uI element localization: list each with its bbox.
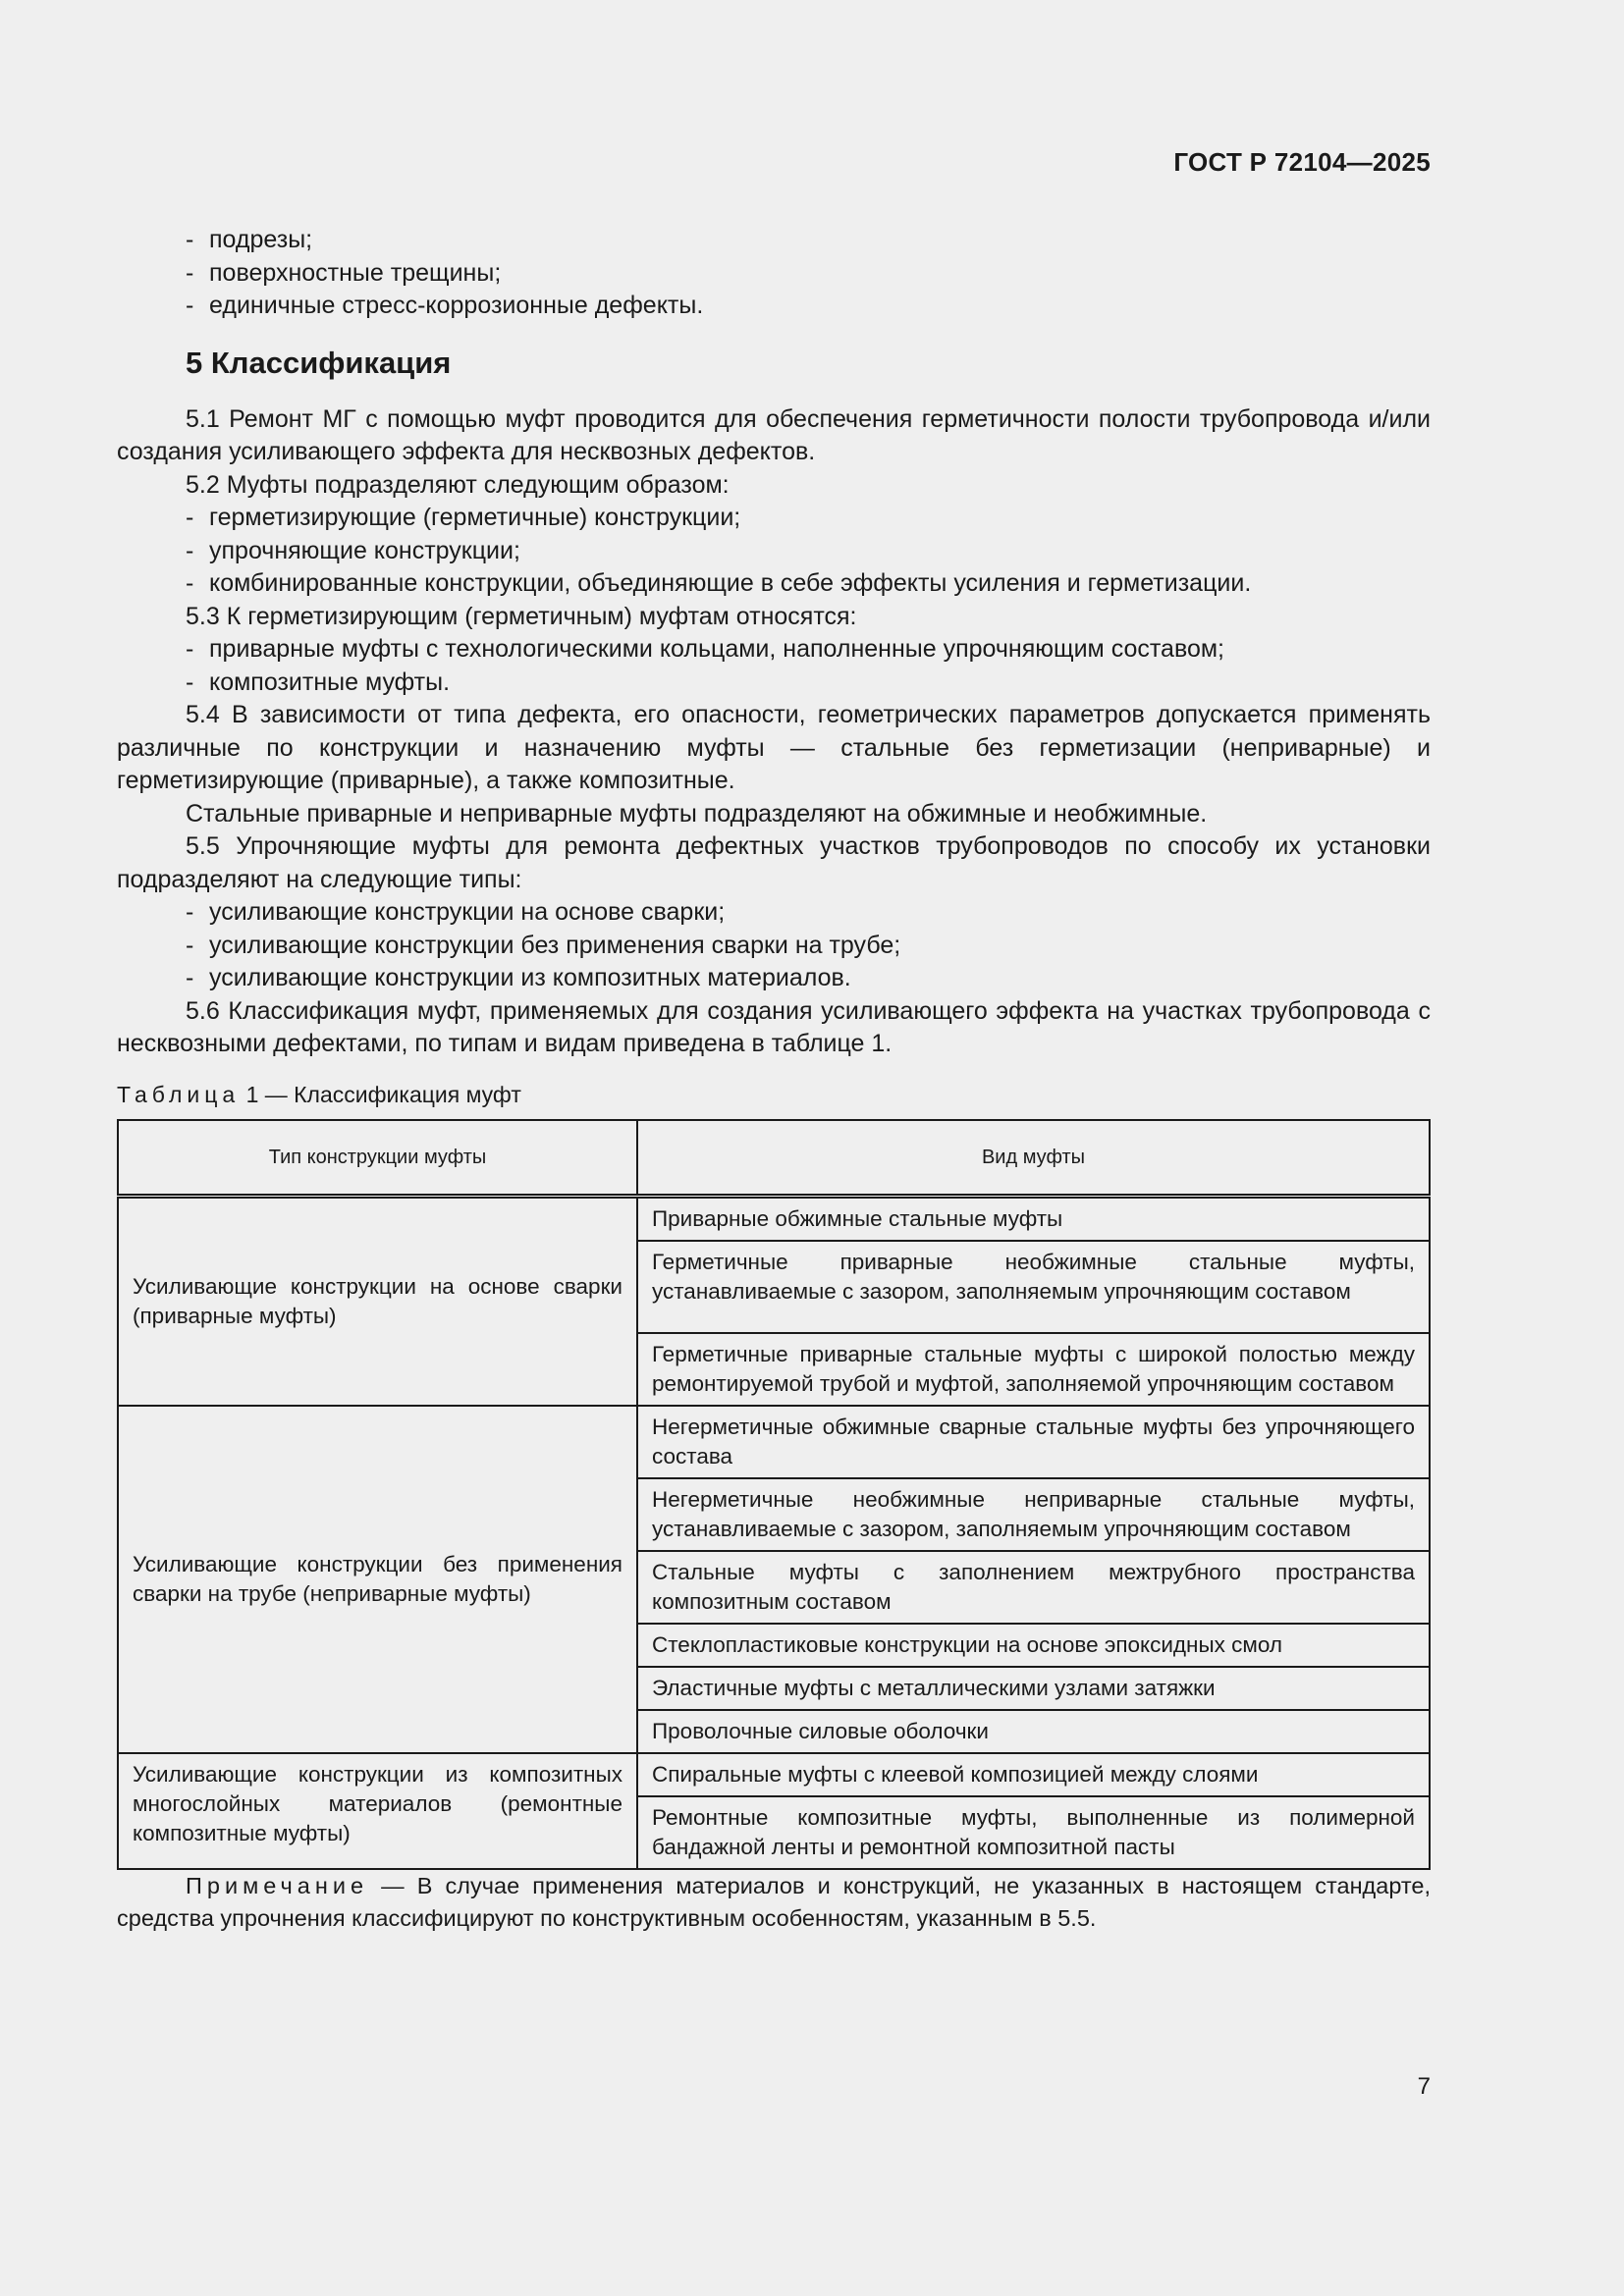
list-item: - комбинированные конструкции, объединяющие в себе эффекты усиления и герметизации. [117,567,1431,601]
table-cell-kind: Эластичные муфты с металлическими узлами затяжки [637,1667,1430,1710]
table-cell-kind: Проволочные силовые оболочки [637,1710,1430,1753]
column-header-kind: Вид муфты [637,1120,1430,1197]
table-cell-type: Усиливающие конструкции на основе сварки (приварные муфты) [118,1197,637,1407]
table-cell-kind: Приварные обжимные стальные муфты [637,1197,1430,1242]
table-cell-kind: Стальные муфты с заполнением межтрубного пространства композитным составом [637,1551,1430,1624]
list-item: - герметизирующие (герметичные) конструкции; [117,502,1431,535]
table-caption: Таблица 1 — Классификация муфт [117,1081,521,1107]
table-row [118,1753,1430,1796]
paragraph-5-3: 5.3 К герметизирующим (герметичным) муфтам относятся: [186,602,857,630]
standard-number: ГОСТ Р 72104—2025 [1173,147,1431,177]
list-item: - приварные муфты с технологическими кольцами, наполненные упрочняющим составом; [117,633,1431,667]
column-header-type: Тип конструкции муфты [118,1120,637,1197]
table-header-row [118,1120,1430,1197]
list-item: - усиливающие конструкции из композитных материалов. [117,962,1431,995]
table-cell-kind: Негерметичные необжимные неприварные стальные муфты, устанавливаемые с зазором, заполняемым упрочняющим составом [637,1478,1430,1551]
list-item: - усиливающие конструкции без применения сварки на трубе; [117,930,1431,963]
document-body [117,224,1431,1935]
list-item: - подрезы; [117,224,1431,257]
list-item: - усиливающие конструкции на основе сварки; [117,896,1431,930]
table-cell-kind: Спиральные муфты с клеевой композицией между слоями [637,1753,1430,1796]
classification-table [117,1119,1431,1870]
table-cell-kind: Стеклопластиковые конструкции на основе эпоксидных смол [637,1624,1430,1667]
section-title: 5 Классификация [186,345,452,380]
list-item: - упрочняющие конструкции; [117,535,1431,568]
table-cell-kind: Негерметичные обжимные сварные стальные муфты без упрочняющего состава [637,1406,1430,1478]
list-item: - композитные муфты. [117,667,1431,700]
table-note: Примечание — В случае применения материалов и конструкций, не указанных в настоящем стандарте, средства упрочнения классифицируют по конструктивным особенностям, указанным в 5.5. [117,1873,1431,1931]
list-item: - поверхностные трещины; [117,257,1431,291]
page-number: 7 [1417,2073,1431,2100]
paragraph-5-4b: Стальные приварные и неприварные муфты подразделяют на обжимные и необжимные. [186,799,1208,828]
paragraph-5-6: 5.6 Классификация муфт, применяемых для создания усиливающего эффекта на участках трубопровода с несквозными дефектами, по типам и видам приведена в таблице 1. [117,996,1431,1057]
paragraph-5-5: 5.5 Упрочняющие муфты для ремонта дефектных участков трубопроводов по способу их установки подразделяют на следующие типы: [117,832,1431,893]
table-row [118,1406,1430,1478]
paragraph-5-4: 5.4 В зависимости от типа дефекта, его опасности, геометрических параметров допускается применять различные по конструкции и назначению муфты — стальные без герметизации (неприварные) и герметизирующие (приварные), а также композитные. [117,701,1431,794]
table-cell-kind: Герметичные приварные стальные муфты с широкой полостью между ремонтируемой трубой и муфтой, заполняемой упрочняющим составом [637,1333,1430,1406]
table-cell-type: Усиливающие конструкции без применения сварки на трубе (неприварные муфты) [118,1406,637,1753]
paragraph-5-1: 5.1 Ремонт МГ с помощью муфт проводится для обеспечения герметичности полости трубопровода и/или создания усиливающего эффекта для несквозных дефектов. [117,404,1431,465]
paragraph-5-2: 5.2 Муфты подразделяют следующим образом: [186,470,730,499]
table-cell-kind: Герметичные приварные необжимные стальные муфты, устанавливаемые с зазором, заполняемым упрочняющим составом [637,1241,1430,1333]
table-cell-kind: Ремонтные композитные муфты, выполненные из полимерной бандажной ленты и ремонтной композитной пасты [637,1796,1430,1869]
table-row [118,1197,1430,1242]
list-item: - единичные стресс-коррозионные дефекты. [117,290,1431,323]
table-cell-type: Усиливающие конструкции из композитных многослойных материалов (ремонтные композитные муфты) [118,1753,637,1869]
